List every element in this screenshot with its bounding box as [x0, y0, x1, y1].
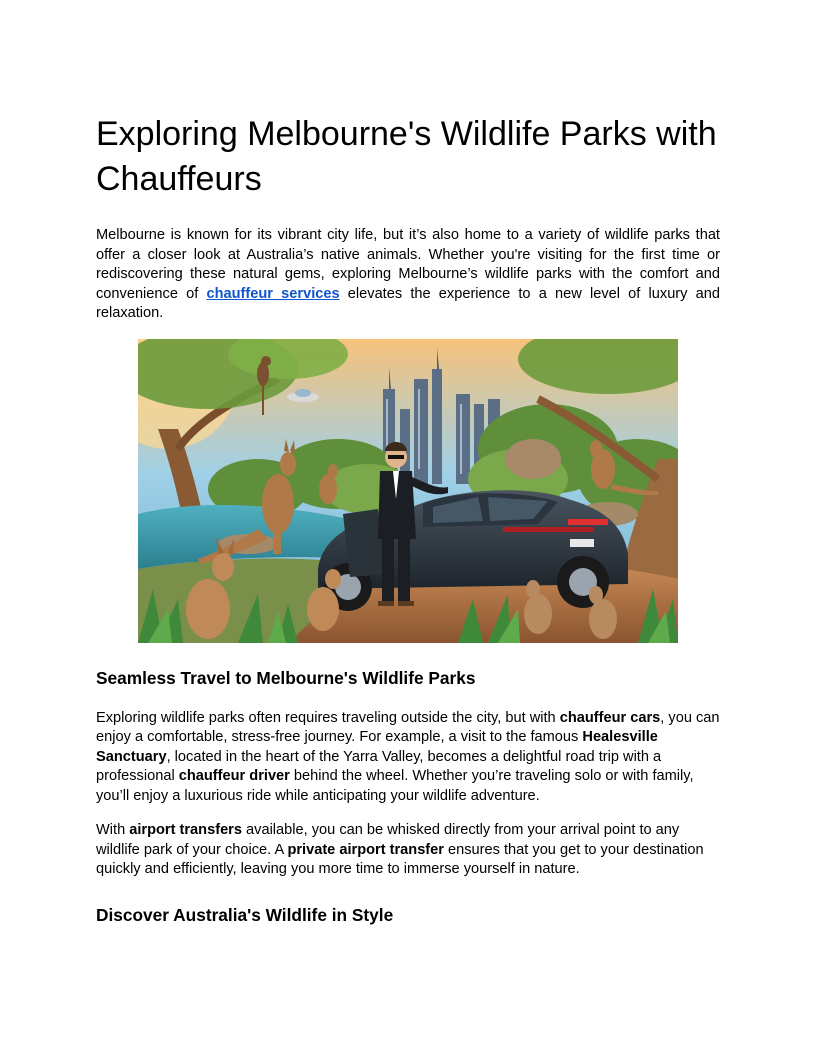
bold-run: airport transfers	[129, 822, 242, 838]
section-heading-discover-wildlife: Discover Australia's Wildlife in Style	[96, 904, 394, 925]
section-heading-seamless-travel: Seamless Travel to Melbourne's Wildlife Parks	[96, 667, 476, 688]
text-run: , you can enjoy a comfortable, stress-free journey. For example, a visit to the famous	[96, 709, 720, 745]
text-run: available, you can be whisked directly from your arrival point to any wildlife park of your choice. A	[96, 822, 680, 858]
page-title: Exploring Melbourne's Wildlife Parks with Chauffeurs	[96, 115, 717, 198]
intro-text-start: Melbourne is known for its vibrant city life, but it’s also home to a variety of wildlife parks that offer a closer look at Australia’s native animals. Whether you're visiting for the first time or rediscovering these natural gems, exploring Melbourne’s wildlife parks with the comfort and convenience of	[96, 227, 720, 302]
text-run: , located in the heart of the Yarra Valley, becomes a delightful road trip with a professional	[96, 748, 662, 784]
bold-run: private airport transfer	[287, 841, 444, 858]
section1-paragraph-1	[96, 709, 720, 807]
intro-paragraph	[96, 226, 720, 324]
chauffeur-services-link[interactable]: chauffeur services	[206, 285, 340, 302]
text-run: behind the wheel. Whether you’re traveling solo or with family, you’ll enjoy a luxurious ride while anticipating your wildlife adventure.	[96, 768, 694, 804]
text-run: ensures that you get to your destination quickly and efficiently, leaving you more time to immerse yourself in nature.	[96, 841, 704, 877]
section1-paragraph-2	[96, 821, 720, 880]
bold-run: chauffeur cars	[559, 709, 661, 726]
text-run: With	[96, 822, 130, 838]
document-content	[96, 112, 720, 946]
bold-run: Healesville Sanctuary	[96, 729, 658, 765]
hero-illustration	[138, 339, 678, 643]
intro-text-end: elevates the experience to a new level of luxury and relaxation.	[96, 285, 721, 321]
bold-run: chauffeur driver	[178, 768, 290, 784]
text-run: Exploring wildlife parks often requires traveling outside the city, but with	[96, 709, 560, 726]
